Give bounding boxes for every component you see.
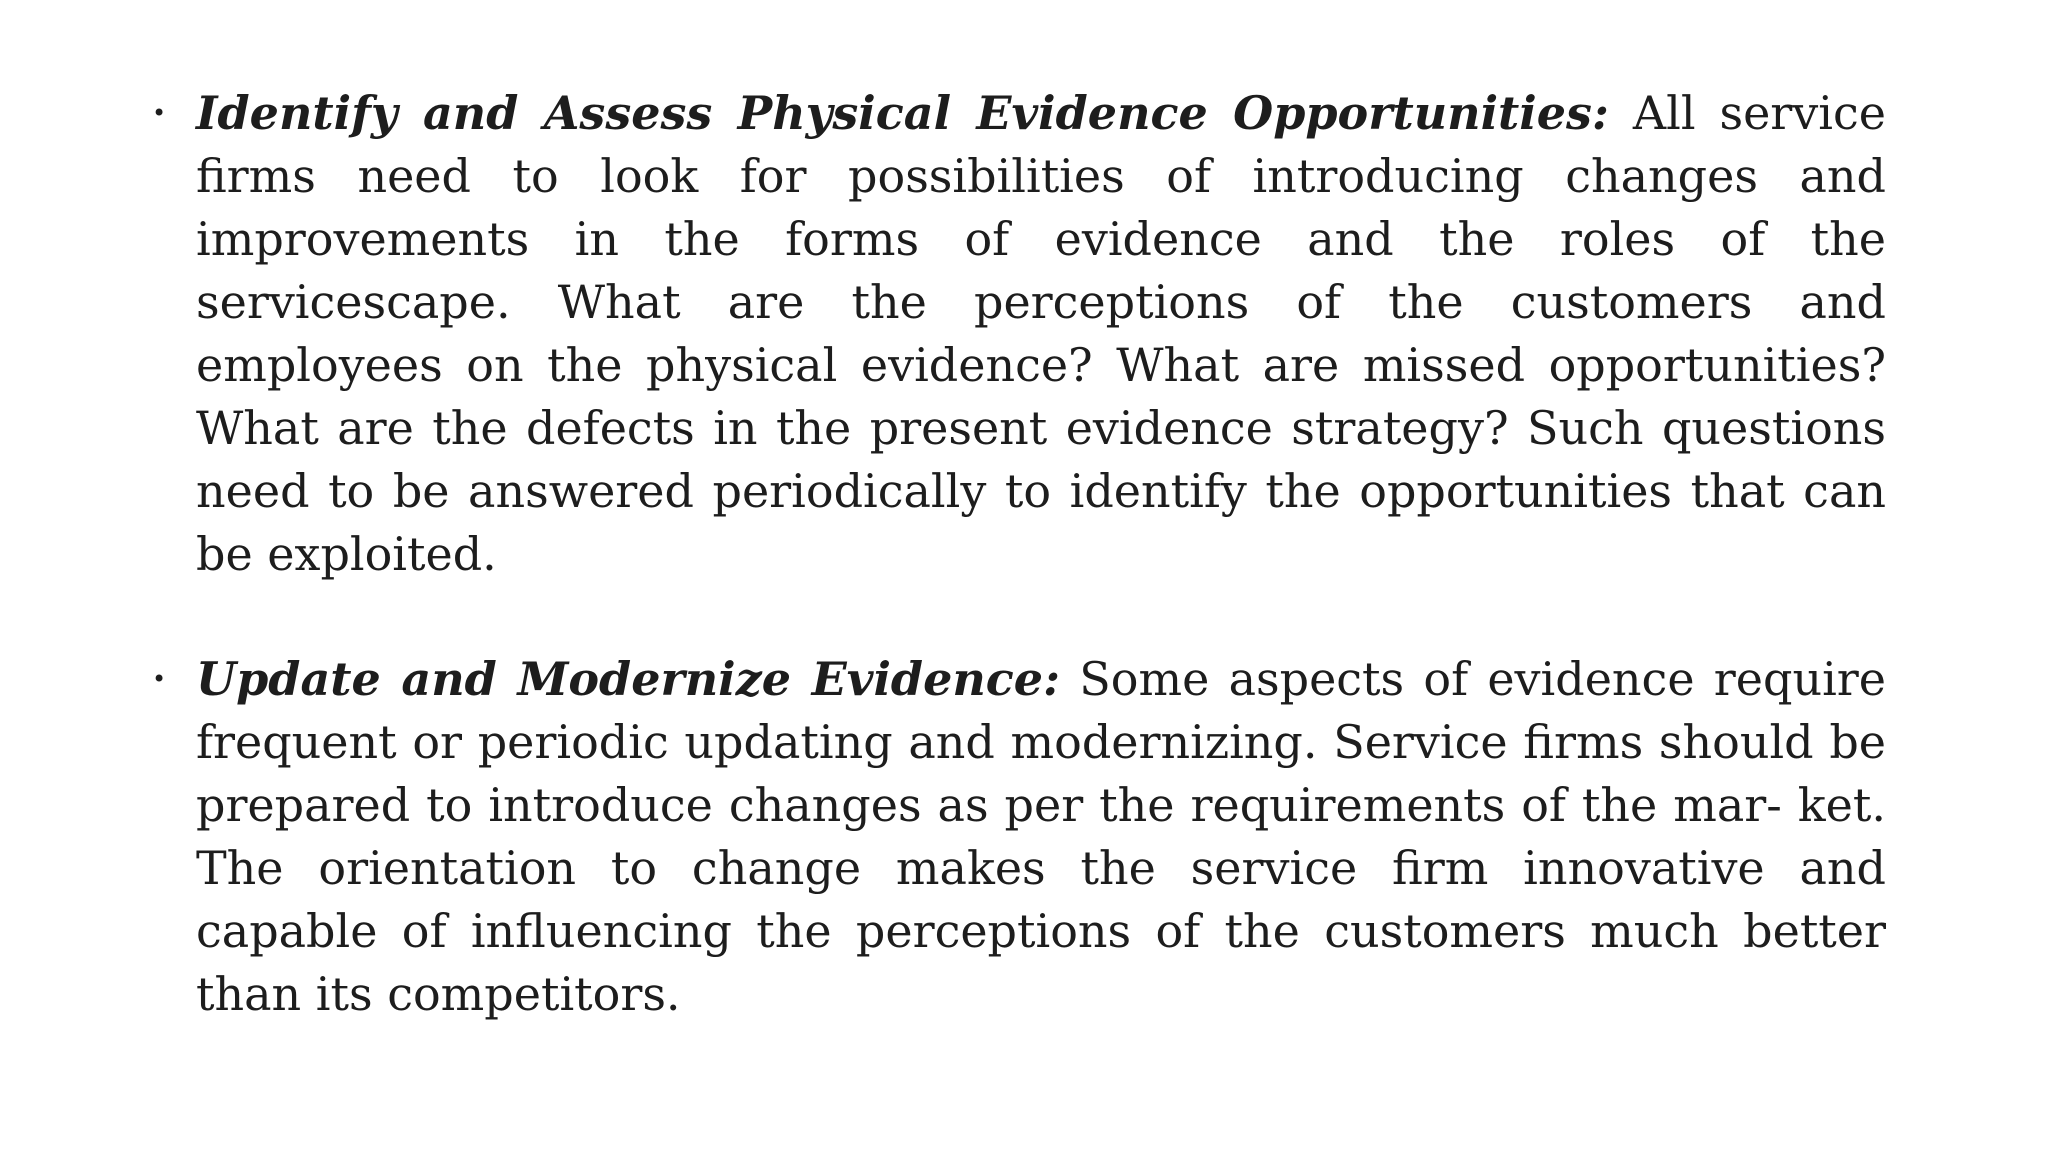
bullet-heading bbox=[196, 652, 1060, 706]
bullet-item-identify-assess bbox=[148, 82, 1886, 586]
bullet-heading-text: Update and Modernize Evidence bbox=[196, 652, 1044, 706]
bullet-dot-icon: • bbox=[152, 665, 167, 693]
bullet-body: Some aspects of evidence require frequent or periodic updating and modernizing. Service firms should be prepared to introduce changes as per the requirements of the mar- ket. The orientation to change makes the service firm innovative and capable of influencing the perceptions of the customers much better than its competitors. bbox=[196, 652, 1886, 1021]
bullet-heading bbox=[196, 86, 1609, 140]
bullet-item-update-modernize bbox=[148, 648, 1886, 1026]
bullet-heading-separator: : bbox=[1043, 652, 1061, 706]
bullet-dot-icon: • bbox=[152, 99, 167, 127]
bullet-body: All service firms need to look for possibilities of introducing changes and improvements in the forms of evidence and the roles of the servicescape. What are the perceptions of the customers and employees on the physical evidence? What are missed opportunities? What are the defects in the present evidence strategy? Such questions need to be answered periodically to identify the opportunities that can be exploited. bbox=[196, 86, 1886, 581]
bullet-heading-separator: : bbox=[1591, 86, 1609, 140]
bullet-heading-text: Identify and Assess Physical Evidence Opportunities bbox=[196, 86, 1592, 140]
bullet-list bbox=[148, 82, 1886, 1088]
